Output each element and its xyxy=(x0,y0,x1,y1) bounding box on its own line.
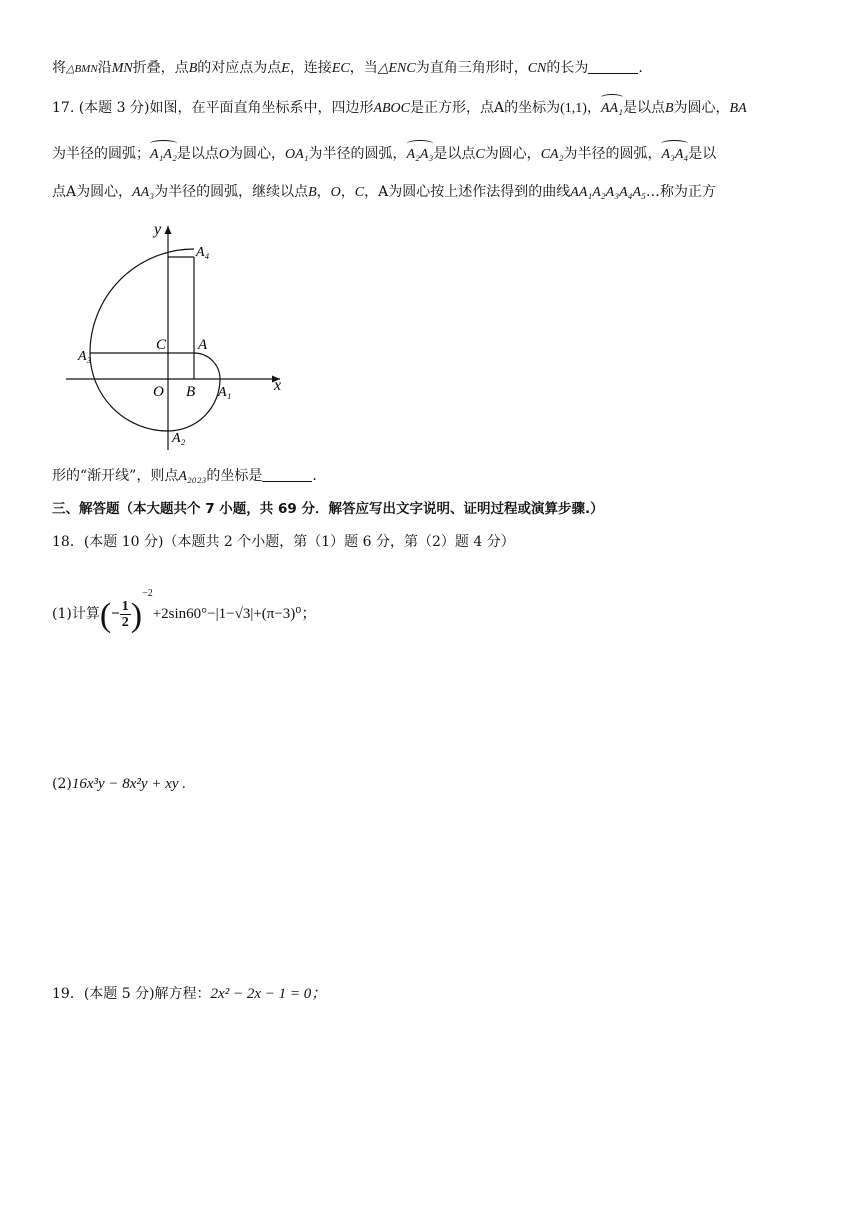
label-x: x xyxy=(274,377,282,394)
section-3-title: 三、解答题（本大题共个 7 小题，共 69 分．解答应写出文字说明、证明过程或演算步骤.） xyxy=(52,501,604,517)
label-y: y xyxy=(154,221,162,238)
y-axis-arrow xyxy=(165,226,172,234)
answer-blank[interactable] xyxy=(262,467,312,482)
arc-a-a1 xyxy=(194,353,220,379)
paren-open: ( xyxy=(99,597,112,634)
label-a: A xyxy=(198,337,208,353)
label-o: O xyxy=(153,384,164,400)
label-a1: A₁ xyxy=(218,385,232,400)
minus-sign: − xyxy=(111,606,120,622)
q18-expr-2: 16x³y − 8x²y + xy . xyxy=(71,776,187,792)
label-a4: A₄ xyxy=(196,245,210,260)
label-b: B xyxy=(186,384,196,400)
exponent-neg2: −2 xyxy=(142,588,153,599)
q18-header: 18．(本题 10 分)（本题共 2 个小题，第（1）题 6 分，第（2）题 4 分） xyxy=(52,534,515,550)
q17-line-1: 17. (本题 3 分)如图，在平面直角坐标系中，四边形ABOC是正方形，点A的坐标为(1,1)，AA₁是以点B为圆心，BA xyxy=(52,98,747,119)
q19-equation: 2x² − 2x − 1 = 0； xyxy=(210,986,327,1002)
q18-expr-1: +2sin60°−|1−√3|+(π−3)⁰； xyxy=(152,606,317,622)
q18-part1: (1)计算(− $\frac{1}{2}$ )$^{-2}$+2sin60°−|1−√3|+(π−3)⁰； xyxy=(52,588,317,634)
q17-line-3: 点A为圆心，AA₃为半径的圆弧，继续以点B，O，C，A为圆心按上述作法得到的曲线AA₁A₂A₃A₄A₅…称为正方 xyxy=(52,184,716,200)
label-c: C xyxy=(156,337,167,353)
arc-a3a4: A₃A₄ xyxy=(661,145,688,165)
q17-line-2: 为半径的圆弧；A₁A₂是以点O为圆心，OA₁为半径的圆弧，A₂A₃是以点C为圆心，CA₂为半径的圆弧，A₃A₄是以 xyxy=(52,144,716,165)
paren-close: ) xyxy=(130,597,143,634)
arc-a2a3: A₂A₃ xyxy=(407,145,434,165)
q18-part2: (2)16x³y − 8x²y + xy . xyxy=(52,776,187,792)
fraction-half: $\frac{1}{2}$ xyxy=(121,598,129,630)
arc-aa1: AA₁ xyxy=(601,99,623,119)
label-a2: A₂ xyxy=(172,431,186,446)
arc-a1a2: A₁A₂ xyxy=(150,145,177,165)
involute-figure xyxy=(58,218,298,454)
answer-blank[interactable] xyxy=(588,59,638,74)
label-a3: A₃ xyxy=(78,349,92,364)
arc-a3-a4 xyxy=(90,249,194,353)
q19-line: 19．(本题 5 分)解方程：2x² − 2x − 1 = 0； xyxy=(52,986,327,1002)
q17-line-4: 形的“渐开线”，则点A₂₀₂₃的坐标是 . xyxy=(52,468,317,484)
q16-tail-line: 将△BMN沿MN折叠，点B的对应点为点E，连接EC，当△ENC为直角三角形时，CN的长为 . xyxy=(52,60,643,76)
involute-diagram xyxy=(58,218,298,454)
